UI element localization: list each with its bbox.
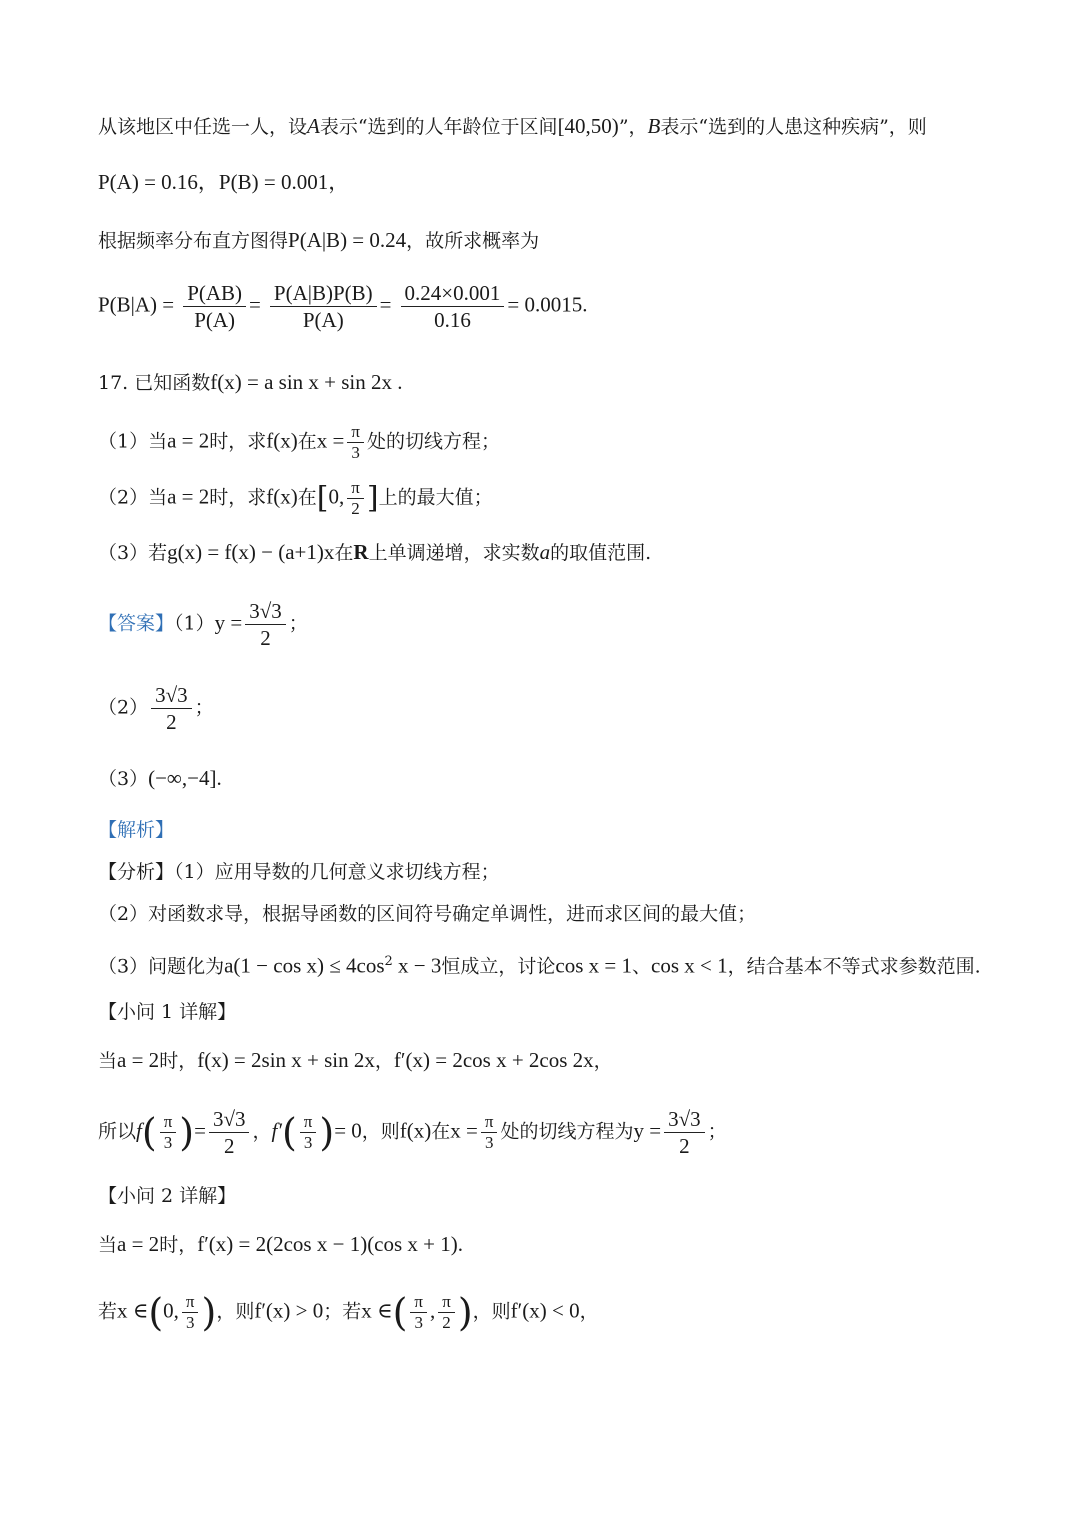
math: f(x) = 2sin x + sin 2x bbox=[197, 1048, 375, 1072]
text: ，结合基本不等式求参数范围. bbox=[727, 955, 981, 978]
denominator: 2 bbox=[347, 498, 364, 519]
fraction bbox=[347, 478, 364, 519]
solution-2-line1 bbox=[98, 1230, 1000, 1259]
text: 处的切线方程； bbox=[366, 430, 500, 453]
denominator: P(A) bbox=[270, 306, 377, 333]
denominator: P(A) bbox=[183, 306, 246, 333]
text: （3）若 bbox=[98, 542, 168, 564]
math: = 0 bbox=[334, 1118, 362, 1143]
text: 在 bbox=[297, 486, 317, 509]
answer-1 bbox=[98, 598, 1000, 651]
analysis-tag: 【分析】 bbox=[98, 861, 175, 883]
analysis-2: （2）对函数求导，根据导函数的区间符号确定单调性，进而求区间的最大值； bbox=[98, 903, 757, 925]
text: 上的最大值； bbox=[378, 486, 493, 509]
math: f(x) bbox=[266, 428, 298, 453]
denominator: 2 bbox=[664, 1132, 705, 1159]
math-lhs: P(B|A) = bbox=[98, 292, 175, 317]
denominator: 3 bbox=[347, 442, 364, 463]
numerator: 0.24×0.001 bbox=[404, 281, 501, 305]
answer-3 bbox=[98, 764, 1000, 793]
math: = bbox=[194, 1118, 206, 1143]
math: f′(x) = 2cos x + 2cos 2x bbox=[393, 1048, 594, 1072]
solution-1-line2: 所以f( $\frac{\pi}{3}$ )= $\frac{3√3}{2}$ ，f′( $\frac{\pi}{3}$ )= 0，则f(x)在x = $\frac{\pi}{3}$ 处的切线方程为y = $\frac{3√3}{2}$ ； bbox=[98, 1107, 727, 1158]
text: 的取值范围. bbox=[550, 542, 652, 564]
math: cos x < 1 bbox=[651, 953, 728, 978]
math: x − 3 bbox=[392, 953, 442, 978]
math: x = bbox=[450, 1118, 478, 1143]
math: f′(x) > 0 bbox=[254, 1298, 324, 1323]
text: 时，求 bbox=[209, 430, 267, 453]
math-result: = 0.0015. bbox=[507, 292, 588, 317]
math: f′(x) < 0 bbox=[510, 1298, 580, 1323]
math: x ∈ bbox=[117, 1298, 149, 1323]
denominator: 3 bbox=[410, 1312, 427, 1333]
text: ， bbox=[593, 1050, 613, 1072]
fraction bbox=[151, 682, 192, 735]
math: f′(x) = 2(2cos x − 1)(cos x + 1). bbox=[197, 1232, 464, 1256]
numerator: 3√3 bbox=[249, 599, 282, 623]
text: 处的切线方程为 bbox=[500, 1120, 634, 1143]
subquestion-1-heading: 【小问 1 详解】 bbox=[98, 1001, 237, 1023]
math-B: B bbox=[647, 114, 661, 138]
fraction bbox=[438, 1292, 455, 1333]
text: ，则 bbox=[472, 1300, 511, 1323]
numerator: π bbox=[185, 1292, 195, 1311]
math: f(x) bbox=[266, 484, 298, 509]
denominator: 3 bbox=[160, 1132, 177, 1153]
fraction bbox=[401, 280, 505, 333]
fraction bbox=[183, 280, 246, 333]
text: ，故所求概率为 bbox=[406, 230, 540, 252]
answer-tag: 【答案】 bbox=[98, 612, 175, 635]
numerator: π bbox=[351, 422, 360, 441]
numerator: 3√3 bbox=[668, 1107, 701, 1131]
fraction bbox=[245, 598, 286, 651]
math: cos x = 1 bbox=[555, 953, 632, 978]
math-interval: [40,50) bbox=[557, 114, 619, 138]
text: ； bbox=[194, 696, 214, 719]
superscript: 2 bbox=[384, 954, 393, 969]
math: 0, bbox=[163, 1298, 179, 1323]
answer-2 bbox=[98, 682, 1000, 735]
line-probabilities: P(A) = 0.16，P(B) = 0.001， bbox=[98, 170, 350, 194]
math: a = 2 bbox=[117, 1048, 160, 1072]
text: 在 bbox=[334, 542, 354, 564]
numerator: π bbox=[442, 1292, 451, 1311]
text: （1）当 bbox=[98, 430, 168, 453]
text: 时， bbox=[159, 1234, 198, 1256]
line-histogram bbox=[98, 226, 1000, 255]
text: ， bbox=[374, 1050, 394, 1072]
math-conditional: P(A|B) = 0.24 bbox=[288, 228, 407, 252]
text: 当 bbox=[98, 1050, 118, 1072]
denominator: 0.16 bbox=[401, 306, 505, 333]
denominator: 3 bbox=[182, 1312, 199, 1333]
fraction bbox=[270, 280, 377, 333]
math: a = 2 bbox=[167, 484, 210, 509]
question-number: 17. 已知函数 bbox=[98, 372, 211, 394]
math: a = 2 bbox=[117, 1232, 160, 1256]
text: 从该地区中任选一人，设 bbox=[98, 116, 308, 138]
text: （3） bbox=[98, 768, 149, 790]
denominator: 3 bbox=[300, 1132, 317, 1153]
text: ， bbox=[252, 1120, 272, 1143]
question-17-part2: （2）当a = 2时，求f(x)在[0, $\frac{\pi}{2}$ ]上的最大值； bbox=[98, 478, 493, 518]
math: a(1 − cos x) ≤ 4cos bbox=[224, 953, 385, 978]
math-R: R bbox=[353, 540, 369, 564]
question-17-part3 bbox=[98, 538, 1000, 567]
denominator: 2 bbox=[245, 624, 286, 651]
math: 0, bbox=[328, 484, 345, 509]
text: 当 bbox=[98, 1234, 118, 1256]
numerator: P(AB) bbox=[187, 281, 243, 305]
text: 恒成立，讨论 bbox=[441, 955, 556, 978]
math: f(x) bbox=[399, 1118, 432, 1143]
text: 表示“选到的人年龄位于区间 bbox=[319, 116, 558, 138]
text: （2） bbox=[98, 696, 149, 719]
text: （1）应用导数的几何意义求切线方程； bbox=[174, 861, 500, 883]
math: f′ bbox=[271, 1118, 282, 1143]
math-function: f(x) = a sin x + sin 2x . bbox=[210, 370, 403, 394]
text: 在 bbox=[297, 430, 317, 453]
numerator: π bbox=[163, 1112, 173, 1131]
analysis-3 bbox=[98, 948, 1000, 980]
solution-2-line2: 若x ∈(0, $\frac{\pi}{3}$ )，则f′(x) > 0；若x ∈( $\frac{\pi}{3}$ , $\frac{\pi}{2}$ )，则f′(x) < 0， bbox=[98, 1290, 599, 1335]
subquestion-2-heading: 【小问 2 详解】 bbox=[98, 1185, 237, 1207]
text: 时， bbox=[159, 1050, 198, 1072]
analysis-1 bbox=[98, 858, 1000, 886]
fraction bbox=[664, 1106, 705, 1159]
denominator: 2 bbox=[151, 708, 192, 735]
text: 所以 bbox=[98, 1120, 137, 1143]
math: (−∞,−4]. bbox=[148, 766, 222, 790]
fraction bbox=[481, 1112, 498, 1153]
text: 若 bbox=[98, 1300, 118, 1323]
text: ”， bbox=[618, 116, 648, 138]
question-17 bbox=[98, 368, 1000, 397]
numerator: π bbox=[351, 478, 360, 497]
math: x ∈ bbox=[361, 1298, 393, 1323]
numerator: π bbox=[484, 1112, 494, 1131]
math: f bbox=[136, 1118, 142, 1143]
fraction bbox=[182, 1292, 199, 1333]
text: ； bbox=[707, 1120, 727, 1143]
math: a bbox=[539, 540, 551, 564]
fraction bbox=[209, 1106, 250, 1159]
fraction bbox=[160, 1112, 177, 1153]
fraction bbox=[347, 422, 364, 463]
math: y = bbox=[633, 1118, 662, 1143]
text: 时，求 bbox=[209, 486, 267, 509]
text: 上单调递增，求实数 bbox=[368, 542, 540, 564]
denominator: 3 bbox=[481, 1132, 498, 1153]
text: 根据频率分布直方图得 bbox=[98, 230, 289, 252]
numerator: π bbox=[303, 1112, 313, 1131]
text: ；若 bbox=[323, 1300, 362, 1323]
solution-1-line1 bbox=[98, 1046, 1000, 1075]
numerator: 3√3 bbox=[155, 683, 188, 707]
numerator: 3√3 bbox=[212, 1107, 246, 1131]
numerator: P(A|B)P(B) bbox=[273, 281, 373, 305]
line-bayes: P(B|A) = $\frac{P(AB)}{P(A)}$ = $\frac{P(A|B)P(B)}{P(A)}$ = $\frac{0.24\times 0.001}{0.16}$ = 0.0015. bbox=[98, 281, 588, 332]
text: ，则 bbox=[216, 1300, 255, 1323]
math-A: A bbox=[307, 114, 320, 138]
line-condition bbox=[98, 112, 1000, 141]
analysis-heading: 【解析】 bbox=[98, 819, 175, 841]
text: （1） bbox=[174, 612, 215, 635]
text: 、 bbox=[632, 955, 652, 978]
math: y = bbox=[214, 610, 243, 635]
question-17-part1 bbox=[98, 422, 1000, 463]
text: ，则 bbox=[361, 1120, 400, 1143]
fraction bbox=[410, 1292, 427, 1333]
math: x = bbox=[316, 428, 345, 453]
text: ， bbox=[579, 1300, 599, 1323]
text: ； bbox=[288, 612, 308, 635]
denominator: 2 bbox=[438, 1312, 455, 1333]
text: （3）问题化为 bbox=[98, 955, 225, 978]
math: g(x) = f(x) − (a+1)x bbox=[167, 540, 335, 564]
denominator: 2 bbox=[209, 1132, 250, 1159]
math: a = 2 bbox=[167, 428, 210, 453]
text: （2）当 bbox=[98, 486, 168, 509]
fraction bbox=[300, 1112, 317, 1153]
text: 表示“选到的人患这种疾病”，则 bbox=[660, 116, 927, 138]
numerator: π bbox=[414, 1292, 423, 1311]
text: 在 bbox=[431, 1120, 451, 1143]
